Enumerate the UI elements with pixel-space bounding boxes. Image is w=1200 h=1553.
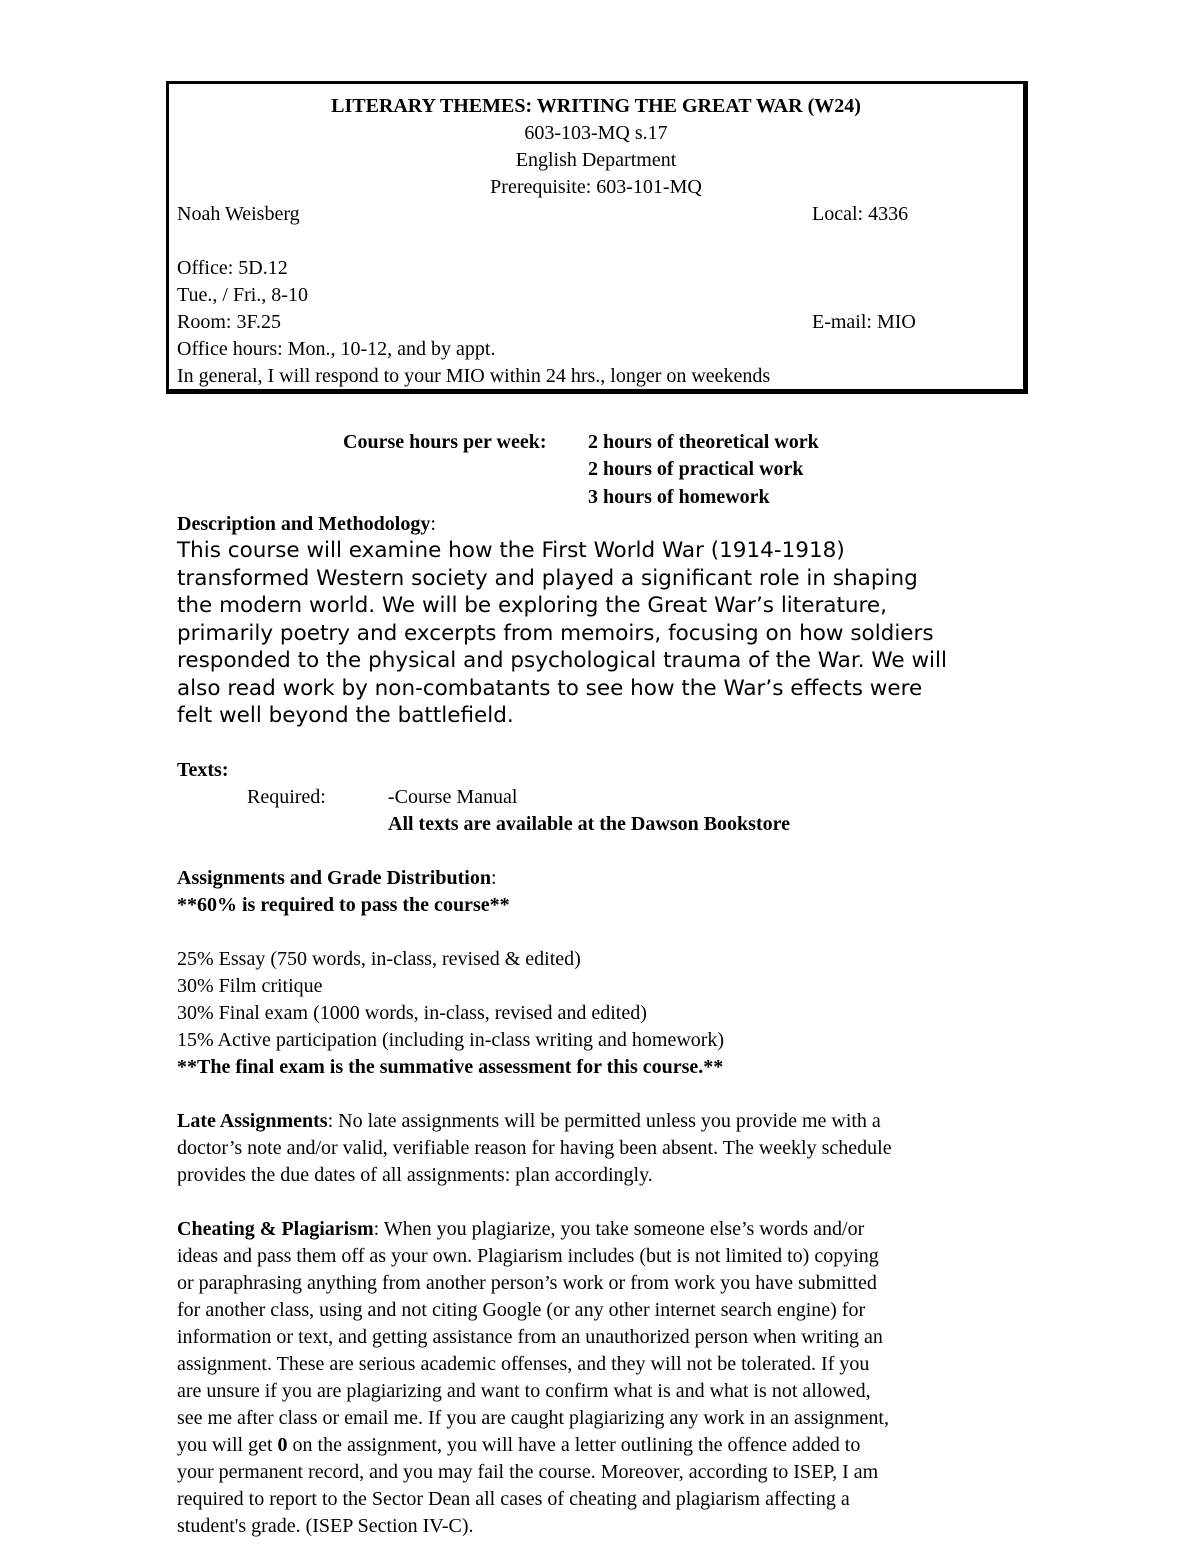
course-code: 603-103-MQ s.17 — [524, 122, 668, 144]
assignments-heading: Assignments and Grade Distribution — [177, 867, 491, 889]
plagiarism-section: Cheating & Plagiarism: When you plagiarize, you take someone else’s words and/or ideas and pass them off as your own. Plagiarism includes (but is not limited to) copying or paraphrasing anything from another person’s work or from work you have submitted for another class, using and not citing Google (or any other internet search engine) for information or text, and getting assistance from an unauthorized person when writing an assignment. These are serious academic offenses, and they will not be tolerated. If you are unsure if you are plagiarizing and want to confirm what is and what is not allowed, see me after class or email me. If you are caught plagiarizing any work in an assignment, you will get 0 on the assignment, you will have a letter outlining the offence added to your permanent record, and you may fail the course. Moreover, according to ISEP, I am required to report to the Sector Dean all cases of cheating and plagiarism affecting a student's grade. (ISEP Section IV-C). — [177, 1218, 889, 1537]
local-extension: Local: 4336 — [812, 203, 909, 225]
late-assignments-section: Late Assignments: No late assignments will be permitted unless you provide me with a doctor’s note and/or valid, verifiable reason for having been absent. The weekly schedule provides the due dates of all assignments: plan accordingly. — [177, 1110, 892, 1186]
instructor-name: Noah Weisberg — [177, 203, 300, 225]
description-heading: Description and Methodology — [177, 513, 431, 535]
summative-note: **The final exam is the summative assessment for this course.** — [177, 1056, 724, 1078]
course-title: LITERARY THEMES: WRITING THE GREAT WAR (W24) — [331, 95, 861, 117]
office-hours: Office hours: Mon., 10-12, and by appt. — [177, 338, 496, 360]
room: Room: 3F.25 — [177, 311, 281, 333]
plagiarism-heading: Cheating & Plagiarism — [177, 1218, 374, 1240]
zero-grade: 0 — [277, 1434, 288, 1456]
email: E-mail: MIO — [812, 311, 916, 333]
texts-heading: Texts: — [177, 759, 229, 781]
course-header-box — [166, 81, 1028, 394]
grade-item-participation: 15% Active participation (including in-class writing and homework) — [177, 1029, 725, 1051]
hours-practical: 2 hours of practical work — [588, 458, 804, 480]
class-schedule: Tue., / Fri., 8-10 — [177, 284, 308, 306]
hours-homework: 3 hours of homework — [588, 486, 770, 508]
late-heading: Late Assignments — [177, 1110, 328, 1132]
hours-label: Course hours per week: — [343, 431, 547, 453]
office-location: Office: 5D.12 — [177, 257, 288, 279]
description-heading-line: Description and Methodology: — [177, 513, 436, 535]
grade-item-film: 30% Film critique — [177, 975, 323, 997]
grade-item-essay: 25% Essay (750 words, in-class, revised & edited) — [177, 948, 581, 970]
texts-availability: All texts are available at the Dawson Bookstore — [388, 813, 791, 835]
hours-theoretical: 2 hours of theoretical work — [588, 431, 819, 453]
grade-item-final: 30% Final exam (1000 words, in-class, revised and edited) — [177, 1002, 647, 1024]
prerequisite: Prerequisite: 603-101-MQ — [490, 176, 702, 198]
assignments-heading-line: Assignments and Grade Distribution: — [177, 867, 497, 889]
texts-required-label: Required: — [247, 786, 326, 808]
department: English Department — [515, 149, 677, 171]
texts-required-item: -Course Manual — [388, 786, 518, 808]
pass-requirement: **60% is required to pass the course** — [177, 894, 510, 916]
response-note: In general, I will respond to your MIO within 24 hrs., longer on weekends — [177, 365, 771, 387]
description-body: This course will examine how the First World War (1914-1918) transformed Western society and played a significant role in shaping the modern world. We will be exploring the Great War’s literature, primarily poetry and excerpts from memoirs, focusing on how soldiers responded to the physical and psychological trauma of the War. We will also read work by non-combatants to see how the War’s effects were felt well beyond the battlefield. — [177, 538, 947, 728]
